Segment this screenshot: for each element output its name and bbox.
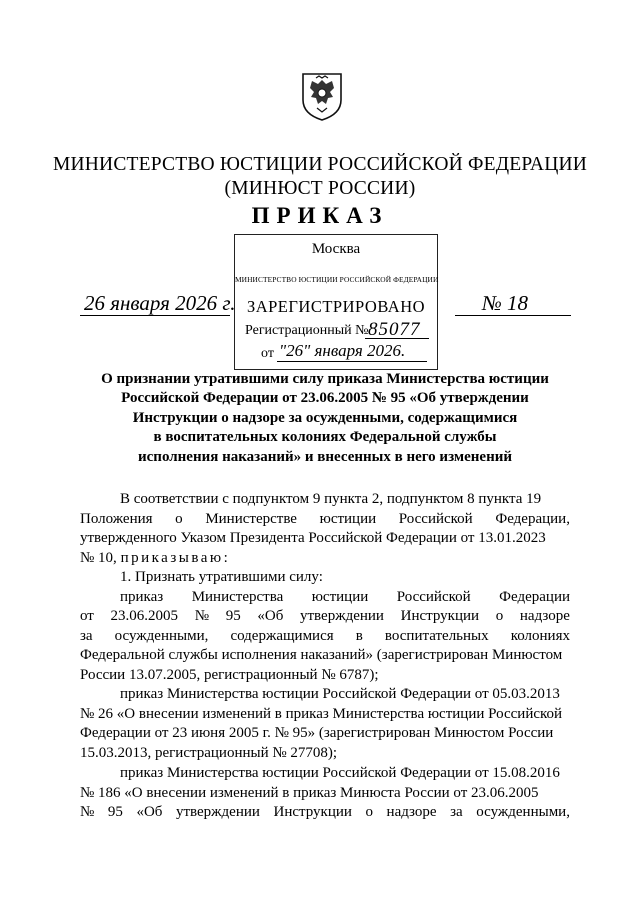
text-line: 15.03.2013, регистрационный № 27708); [80, 744, 338, 761]
word: Федерации, [495, 510, 570, 527]
word: 23.06.2005 [110, 608, 179, 624]
word: содержащимися [230, 627, 334, 644]
body-paragraph-1 [80, 490, 570, 568]
text-line: № 186 «О внесении изменений в приказ Минюста России от 23.06.2005 [80, 784, 539, 801]
text-line-spaced: приказываю: [120, 549, 231, 566]
subject-line: исполнения наказаний» и внесенных в него изменений [138, 448, 512, 465]
word: Российской [396, 588, 471, 605]
word: Инструкции [400, 608, 480, 624]
stamp-registered: ЗАРЕГИСТРИРОВАНО [246, 297, 426, 316]
text-line: приказ Министерства юстиции Российской Федерации от 15.08.2016 [120, 765, 560, 781]
word: надзоре [386, 804, 437, 820]
word: воспитательных [384, 627, 489, 644]
order-subject [95, 370, 555, 467]
ministry-name: МИНИСТЕРСТВО ЮСТИЦИИ РОССИЙСКОЙ ФЕДЕРАЦИИ [52, 154, 588, 175]
word: Федерации [499, 588, 570, 605]
word: утверждении [300, 608, 384, 624]
stamp-reg-number: 85077 [368, 319, 421, 340]
word: 95 [107, 804, 123, 820]
word: о [495, 608, 504, 624]
subject-line: Инструкции о надзоре за осужденными, содержащимися [132, 409, 518, 426]
word: о [365, 804, 373, 820]
word: Российской [398, 510, 473, 527]
text-line: 1. Признать утратившими силу: [120, 569, 323, 585]
word: Министерстве [205, 510, 297, 527]
word: приказ [120, 588, 164, 605]
coat-of-arms-icon [299, 70, 345, 122]
word: в [355, 627, 363, 644]
subject-line: Российской Федерации от 23.06.2005 № 95 «Об утверждении [121, 390, 529, 407]
text-line: В соответствии с подпунктом 9 пункта 2, подпунктом 8 пункта 19 [120, 491, 542, 507]
order-date-underline [80, 315, 230, 316]
item-1-heading [80, 568, 570, 588]
text-line: № 10, [80, 549, 117, 566]
word: осужденными, [114, 627, 209, 644]
body-paragraph-3 [80, 685, 570, 763]
word: № [194, 608, 210, 624]
subject-line: в воспитательных колониях Федеральной службы [153, 429, 497, 446]
text-line: приказ Министерства юстиции Российской Федерации от 05.03.2013 [120, 686, 560, 702]
word: от [80, 608, 94, 624]
word: о [175, 510, 183, 527]
text-line: утвержденного Указом Президента Российской Федерации от 13.01.2023 [80, 530, 546, 546]
word: колониях [510, 627, 570, 644]
order-number-underline [455, 315, 571, 316]
stamp-number-underline [365, 338, 429, 339]
stamp-city: Москва [311, 241, 361, 257]
registration-stamp [234, 234, 438, 370]
text-line: Федеральной службы исполнения наказаний» (зарегистрирован Минюстом [80, 647, 563, 663]
ministry-short-name: (МИНЮСТ РОССИИ) [224, 178, 416, 199]
order-date: 26 января 2026 г. [84, 291, 236, 315]
stamp-date-prefix: от [261, 346, 274, 361]
text-line: Федерации от 23 июня 2005 г. № 95» (зарегистрирован Минюстом России [80, 725, 554, 741]
body-paragraph-2 [80, 588, 570, 686]
word: Инструкции [273, 804, 352, 820]
word: юстиции [311, 588, 369, 605]
word: Положения [80, 510, 153, 527]
stamp-reg-label: Регистрационный № [245, 323, 369, 338]
stamp-reg-date: "26" января 2026. [279, 341, 406, 360]
text-line: России 13.07.2005, регистрационный № 6787); [80, 666, 379, 683]
word: осужденными, [476, 804, 570, 820]
body-paragraph-4 [80, 764, 570, 823]
word: Министерства [191, 588, 284, 605]
word: утверждении [175, 804, 260, 820]
word: юстиции [319, 510, 377, 527]
word: 95 [225, 608, 241, 624]
word: за [80, 627, 93, 644]
word: за [450, 804, 463, 820]
word: № [80, 804, 95, 820]
stamp-ministry: МИНИСТЕРСТВО ЮСТИЦИИ РОССИЙСКОЙ ФЕДЕРАЦИИ [235, 275, 439, 284]
document-type-title: ПРИКАЗ [251, 203, 389, 228]
stamp-date-underline [277, 361, 427, 362]
word: «Об [257, 608, 284, 624]
order-number: № 18 [482, 291, 529, 315]
word: «Об [136, 804, 163, 820]
word: надзоре [519, 608, 570, 624]
text-line: № 26 «О внесении изменений в приказ Министерства юстиции Российской [80, 705, 563, 722]
subject-line: О признании утратившими силу приказа Министерства юстиции [101, 371, 549, 387]
